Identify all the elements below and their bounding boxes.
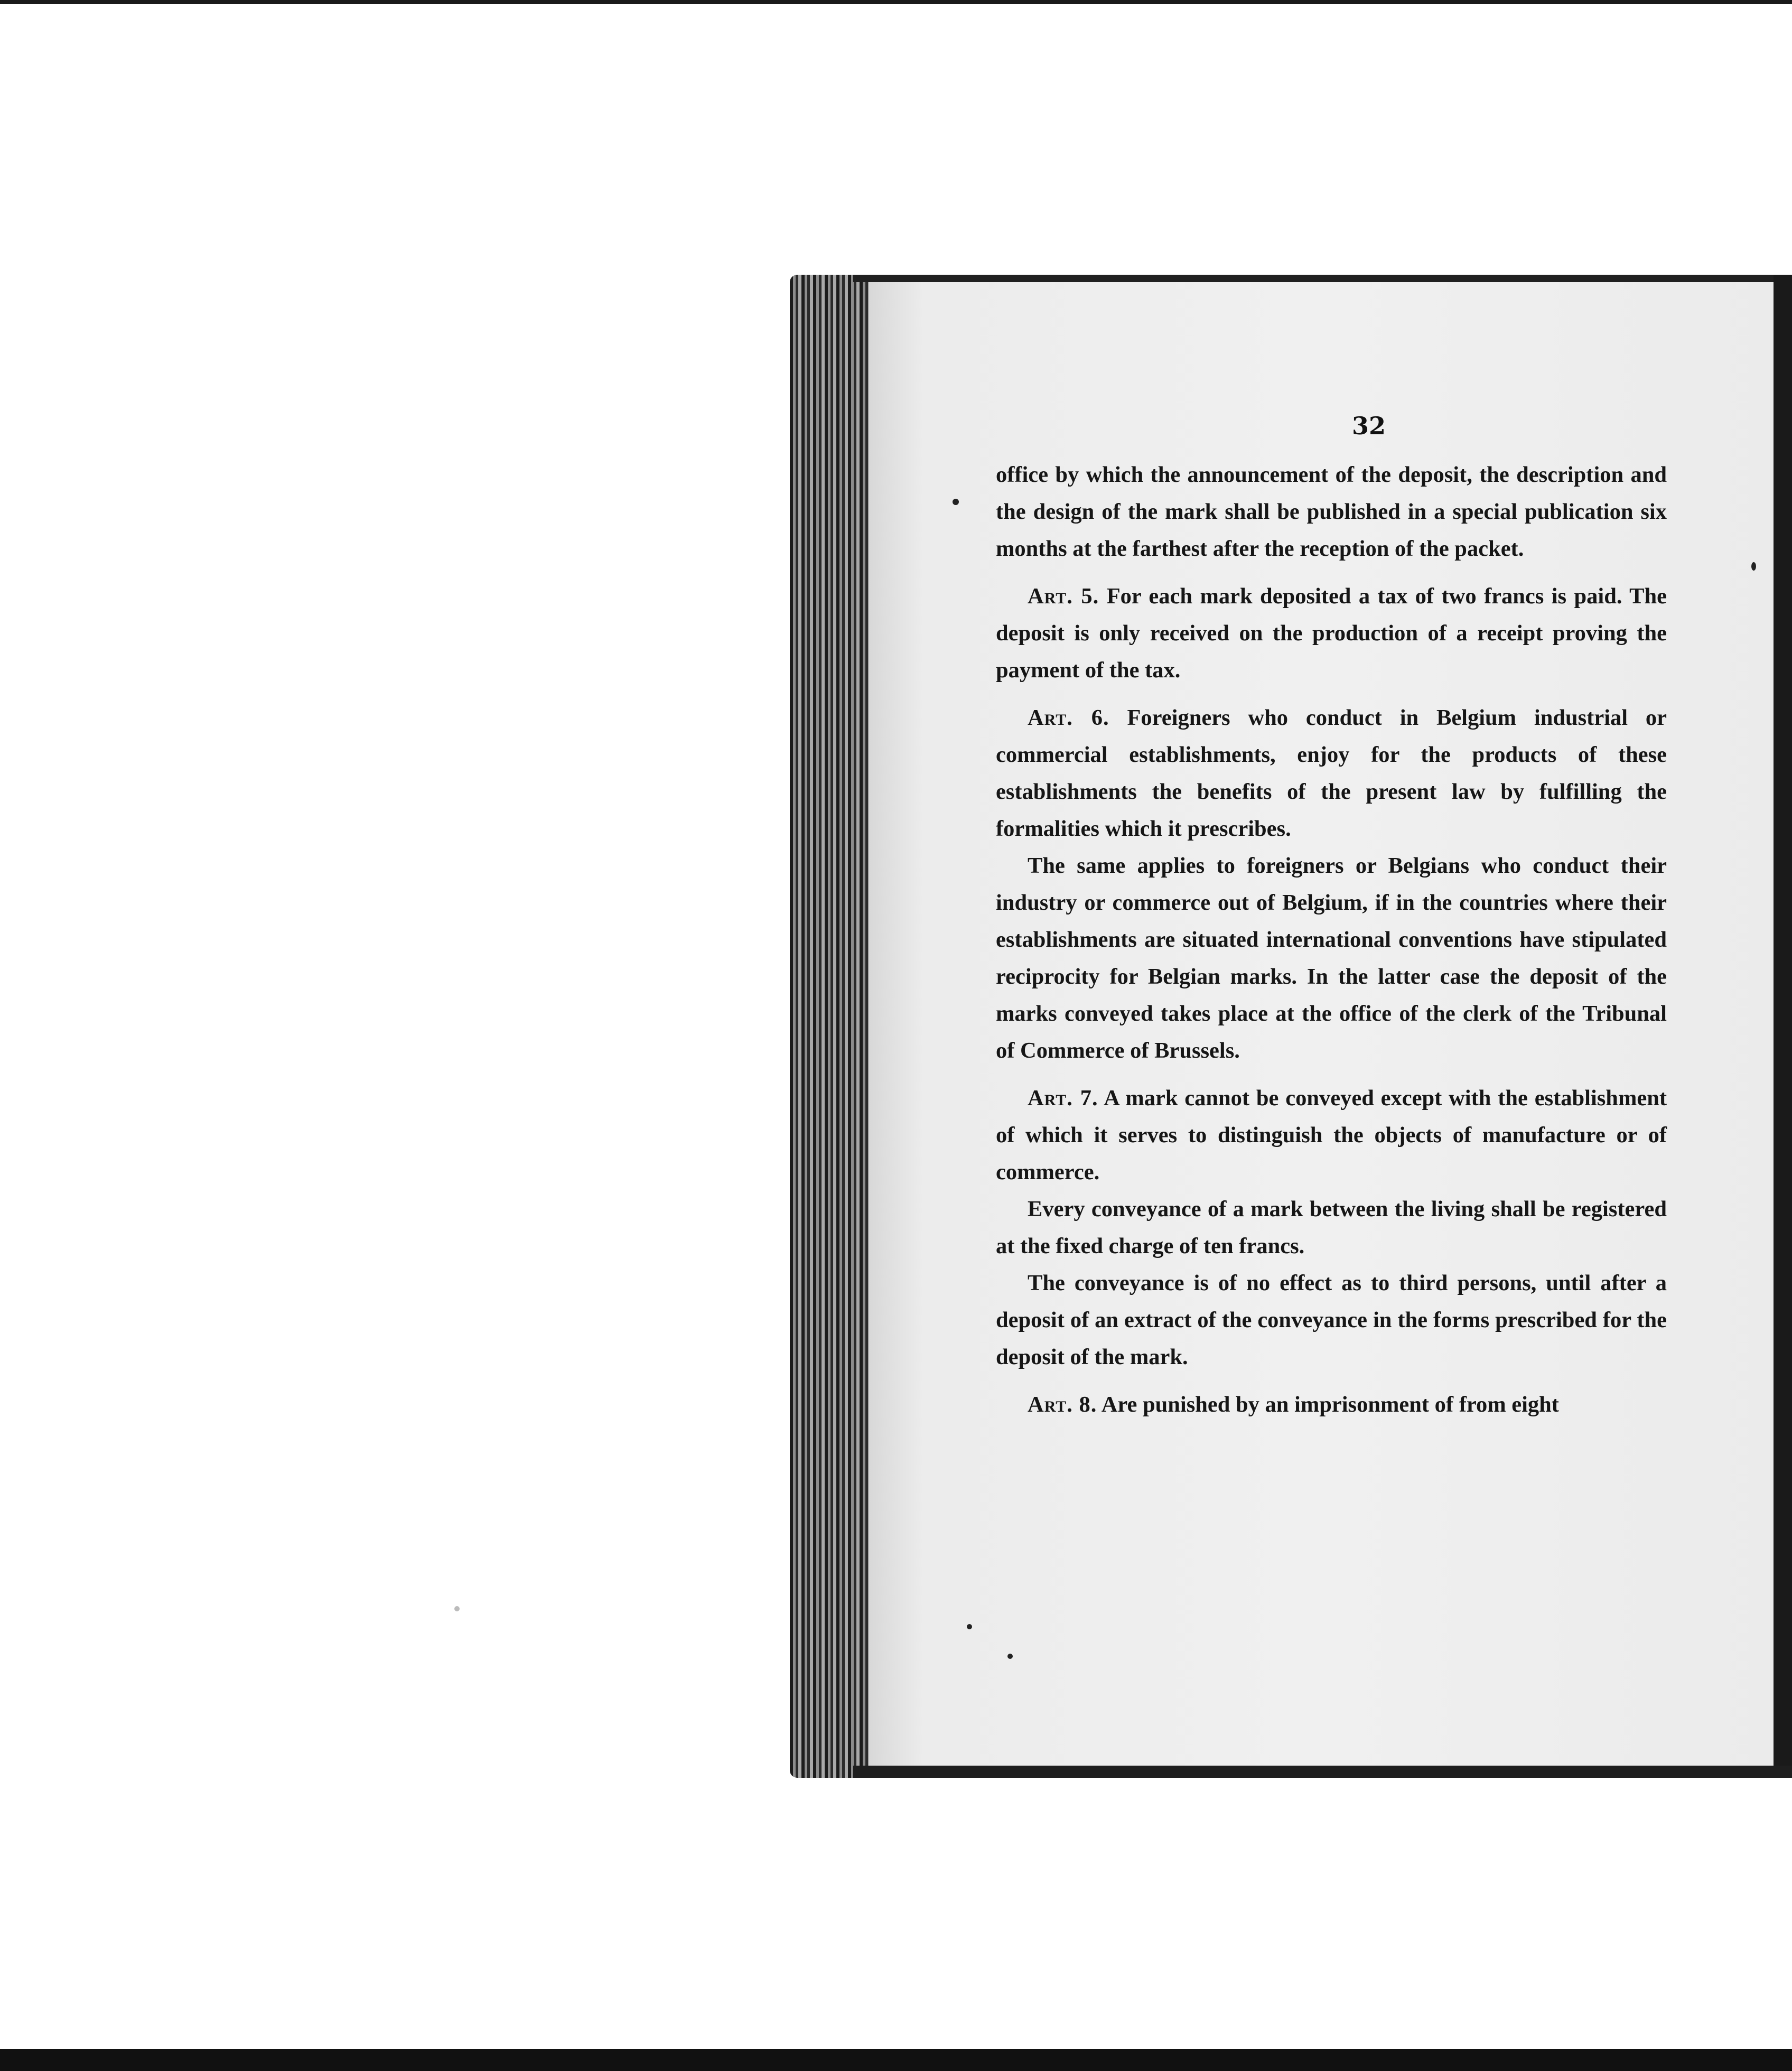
paragraph — [996, 847, 1667, 1069]
paragraph-article-5 — [996, 578, 1667, 689]
paragraph-text: For each mark deposited a tax of two francs is paid. The deposit is only received on the production of a receipt proving the payment of the tax. — [996, 584, 1667, 683]
paragraph-article-8 — [996, 1386, 1667, 1423]
page-bottom-edge — [853, 1766, 1792, 1778]
paragraph-text: Every conveyance of a mark between the living shall be registered at the fixed charge of ten francs. — [996, 1197, 1667, 1258]
ink-speck — [967, 1624, 972, 1629]
book — [790, 275, 1792, 1778]
page-right-edge — [1774, 275, 1792, 1778]
paragraph — [996, 1265, 1667, 1376]
paragraph-text: Are punished by an imprisonment of from eight — [1101, 1392, 1559, 1417]
paragraph — [996, 1191, 1667, 1265]
ink-speck — [1751, 562, 1756, 571]
scan-bottom-border — [0, 2049, 1792, 2071]
page-edges — [790, 275, 869, 1778]
book-page — [869, 282, 1774, 1766]
ink-speck — [1007, 1654, 1013, 1659]
article-label: Art. 5. — [1028, 584, 1099, 609]
paragraph — [996, 456, 1667, 567]
scan-top-border — [0, 0, 1792, 4]
paragraph-text: The conveyance is of no effect as to third persons, until after a deposit of an extract of the conveyance in the forms prescribed for the deposit of the mark. — [996, 1271, 1667, 1369]
paragraph-text: office by which the announcement of the deposit, the description and the design of the mark shall be published in a special publication six months at the farthest after the reception of the packet. — [996, 462, 1667, 561]
page-body — [996, 456, 1667, 1423]
paragraph-text: The same applies to foreigners or Belgians who conduct their industry or commerce out of Belgium, if in the countries where their establishments are situated international conventions have stipulated reciprocity for Belgian marks. In the latter case the deposit of the marks conveyed takes place at the office of the clerk of the Tribunal of Commerce of Brussels. — [996, 853, 1667, 1063]
page-top-edge — [853, 275, 1792, 282]
ink-speck — [953, 499, 959, 505]
paragraph-text: A mark cannot be conveyed except with the establishment of which it serves to distinguish the objects of manufacture or of commerce. — [996, 1086, 1667, 1184]
paragraph-article-6 — [996, 699, 1667, 847]
page-number: 32 — [1351, 412, 1386, 440]
scan-speck — [454, 1606, 460, 1611]
article-label: Art. 6. — [1028, 705, 1109, 730]
article-label: Art. 8. — [1028, 1392, 1097, 1417]
paragraph-article-7 — [996, 1080, 1667, 1191]
paragraph-text: Foreigners who conduct in Belgium industrial or commercial establishments, enjoy for the products of these establishments the benefits of the present law by fulfilling the formalities which it prescribes. — [996, 705, 1667, 841]
article-label: Art. 7. — [1028, 1086, 1098, 1111]
